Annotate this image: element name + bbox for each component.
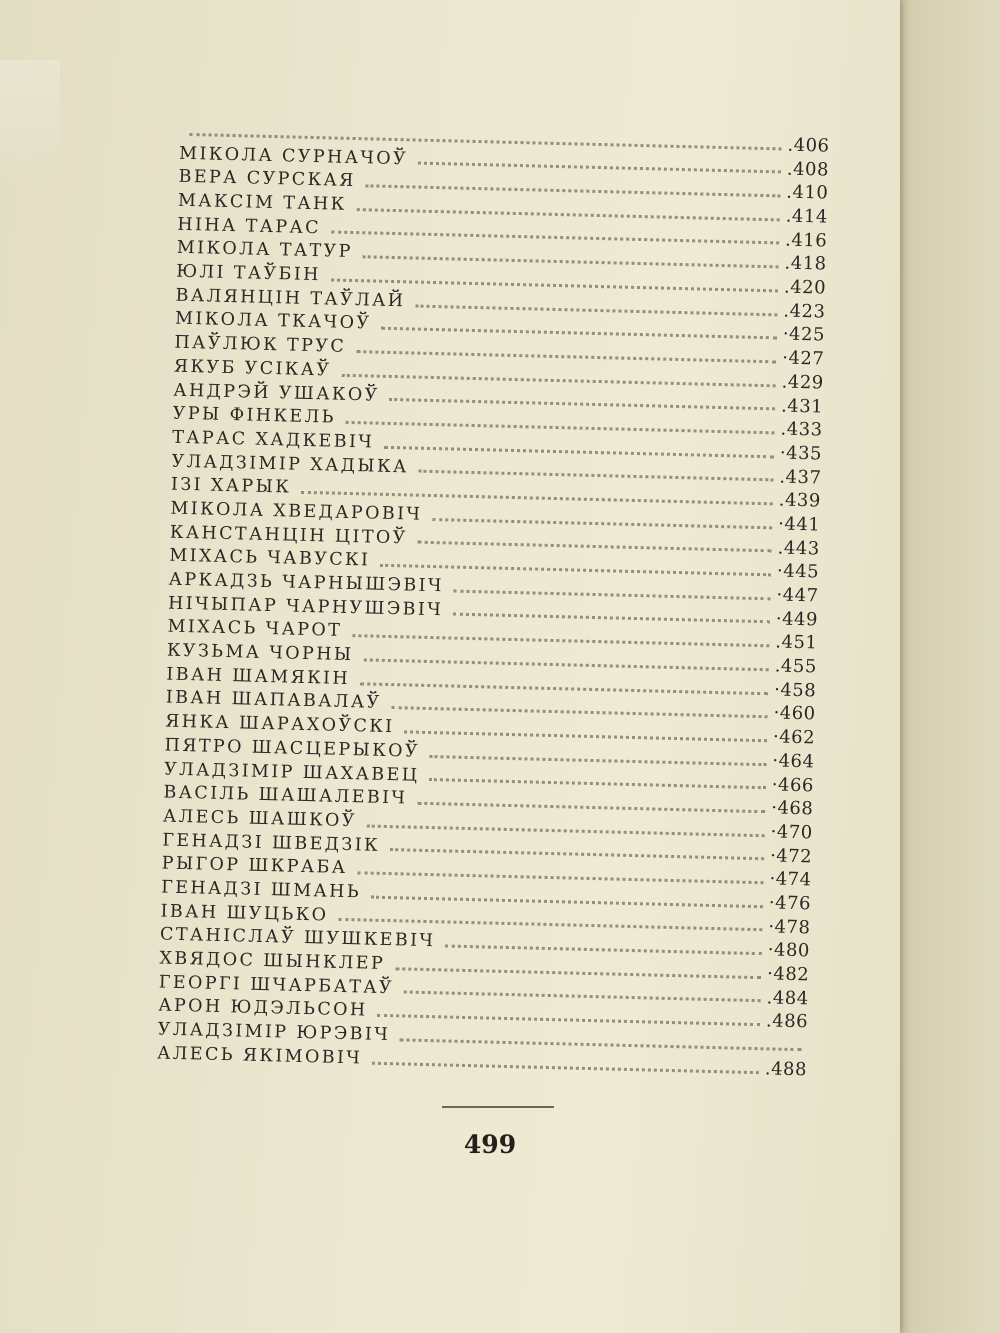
dot-leader [454,589,771,600]
facing-page-edge [884,0,1000,1333]
page-reference: .443 [777,537,820,560]
author-name: АРОН ЮДЭЛЬСОН [158,995,368,1022]
author-name: НІЧЫПАР ЧАРНУШЭВІЧ [167,593,444,621]
dot-leader [453,613,770,624]
page-reference: ·425 [782,324,826,347]
author-name: МІХАСЬ ЧАВУСКІ [169,545,371,571]
dot-leader [429,778,766,789]
page-reference: .455 [774,655,818,678]
page-reference: ·445 [776,560,820,583]
author-name: АЛЕСЬ ШАШКОЎ [162,806,358,832]
author-name: ІВАН ШАМЯКІН [166,664,351,689]
dot-leader [415,304,777,316]
page-reference: ·474 [769,868,812,891]
author-name: НІНА ТАРАС [177,214,322,238]
author-name: МІКОЛА СУРНАЧОЎ [178,143,409,169]
page-reference: ·478 [768,916,811,939]
author-name: ТАРАС ХАДКЕВІЧ [171,427,375,453]
page-reference: .408 [786,158,830,181]
page-number: 499 [463,1130,517,1159]
page-reference: .486 [765,1010,809,1033]
page-reference: .439 [778,489,822,512]
dot-leader [417,802,765,814]
dot-leader [418,162,781,174]
author-name: УЛАДЗІМІР ШАХАВЕЦ [163,759,420,786]
page-reference: ·447 [776,584,819,607]
page-reference: ·470 [770,821,813,844]
page-reference: .423 [783,300,826,323]
page-reference: .406 [787,134,830,157]
author-name: МАКСІМ ТАНК [177,190,347,215]
page-reference: ·460 [773,702,816,725]
page-reference: ·476 [768,892,812,915]
dot-leader [395,967,761,979]
page-reference: ·427 [781,347,825,370]
dot-leader [432,518,772,529]
dot-leader [390,848,764,860]
author-name: ЯКУБ УСІКАЎ [173,356,332,381]
page-reference: ·466 [771,773,815,796]
page-reference: .410 [786,181,829,204]
author-name: АНДРЭЙ УШАКОЎ [173,380,380,406]
dot-leader [418,470,773,482]
page-reference: ·468 [770,797,814,820]
author-name: МІКОЛА ТАТУР [176,238,353,263]
author-name: УРЫ ФІНКЕЛЬ [172,403,337,428]
author-name: ХВЯДОС ШЫНКЛЕР [159,948,386,975]
page-reference: ·449 [775,608,819,631]
page-reference: ·472 [769,844,813,868]
author-name: ІВАН ШАПАВАЛАЎ [165,688,382,714]
author-name: ГЕНАДЗІ ШВЕДЗІК [162,830,381,856]
author-name: АЛЕСЬ ЯКІМОВІЧ [156,1043,363,1069]
page-reference: ·458 [773,679,817,702]
author-name: ВАЛЯНЦІН ТАЎЛАЙ [175,285,406,312]
page-reference: .488 [764,1058,808,1081]
page-reference: .484 [766,987,809,1010]
dot-leader [372,1061,759,1073]
page-reference: .433 [780,418,823,441]
author-name: ІЗІ ХАРЫК [170,474,292,498]
footer-rule [442,1106,554,1108]
page-reference: .418 [784,252,827,275]
page-reference: .451 [775,631,818,654]
dot-leader [404,991,761,1003]
author-name: АРКАДЗЬ ЧАРНЫШЭВІЧ [168,569,445,597]
author-name: ЯНКА ШАРАХОЎСКІ [165,711,395,738]
author-name: МІКОЛА ХВЕДАРОВІЧ [170,498,423,525]
author-name: МІКОЛА ТКАЧОЎ [174,309,372,334]
page-reference: .437 [779,466,822,489]
page-reference: .416 [784,229,828,252]
page-reference: ·464 [772,750,815,773]
page-reference: .429 [781,371,824,394]
author-name: УЛАДЗІМІР ХАДЫКА [171,451,409,478]
author-name: ГЕОРГІ ШЧАРБАТАЎ [158,972,395,998]
author-name: КАНСТАНЦІН ЦІТОЎ [169,522,408,549]
dot-leader [430,755,767,766]
author-name: ВЕРА СУРСКАЯ [178,167,356,192]
dot-leader [418,541,772,553]
author-name: ЮЛІ ТАЎБІН [176,261,322,286]
page-fold [0,60,60,180]
page-reference: .420 [783,276,827,299]
author-name: ГЕНАДЗІ ШМАНЬ [160,877,362,903]
table-of-contents [127,118,830,1082]
author-name: СТАНІСЛАЎ ШУШКЕВІЧ [159,924,436,952]
author-name: ПЯТРО ШАСЦЕРЫКОЎ [164,735,421,762]
page-reference: ·482 [766,963,810,986]
page-reference: ·462 [772,726,816,749]
author-name: ВАСІЛЬ ШАШАЛЕВІЧ [163,782,408,809]
page-reference: .431 [780,395,824,418]
author-name: ІВАН ШУЦЬКО [160,901,329,926]
dot-leader [404,730,767,742]
page-reference: .414 [785,205,829,228]
dot-leader [391,706,767,718]
author-name: МІХАСЬ ЧАРОТ [167,617,343,642]
page-reference: ·480 [767,939,811,962]
author-name: РЫГОР ШКРАБА [161,853,348,879]
dot-leader [445,945,762,956]
page-reference: ·435 [779,442,823,465]
author-name: КУЗЬМА ЧОРНЫ [166,640,354,666]
author-name: УЛАДЗІМІР ЮРЭВІЧ [157,1019,391,1046]
page-reference: ·441 [777,513,821,536]
author-name: ПАЎЛЮК ТРУС [174,332,347,358]
